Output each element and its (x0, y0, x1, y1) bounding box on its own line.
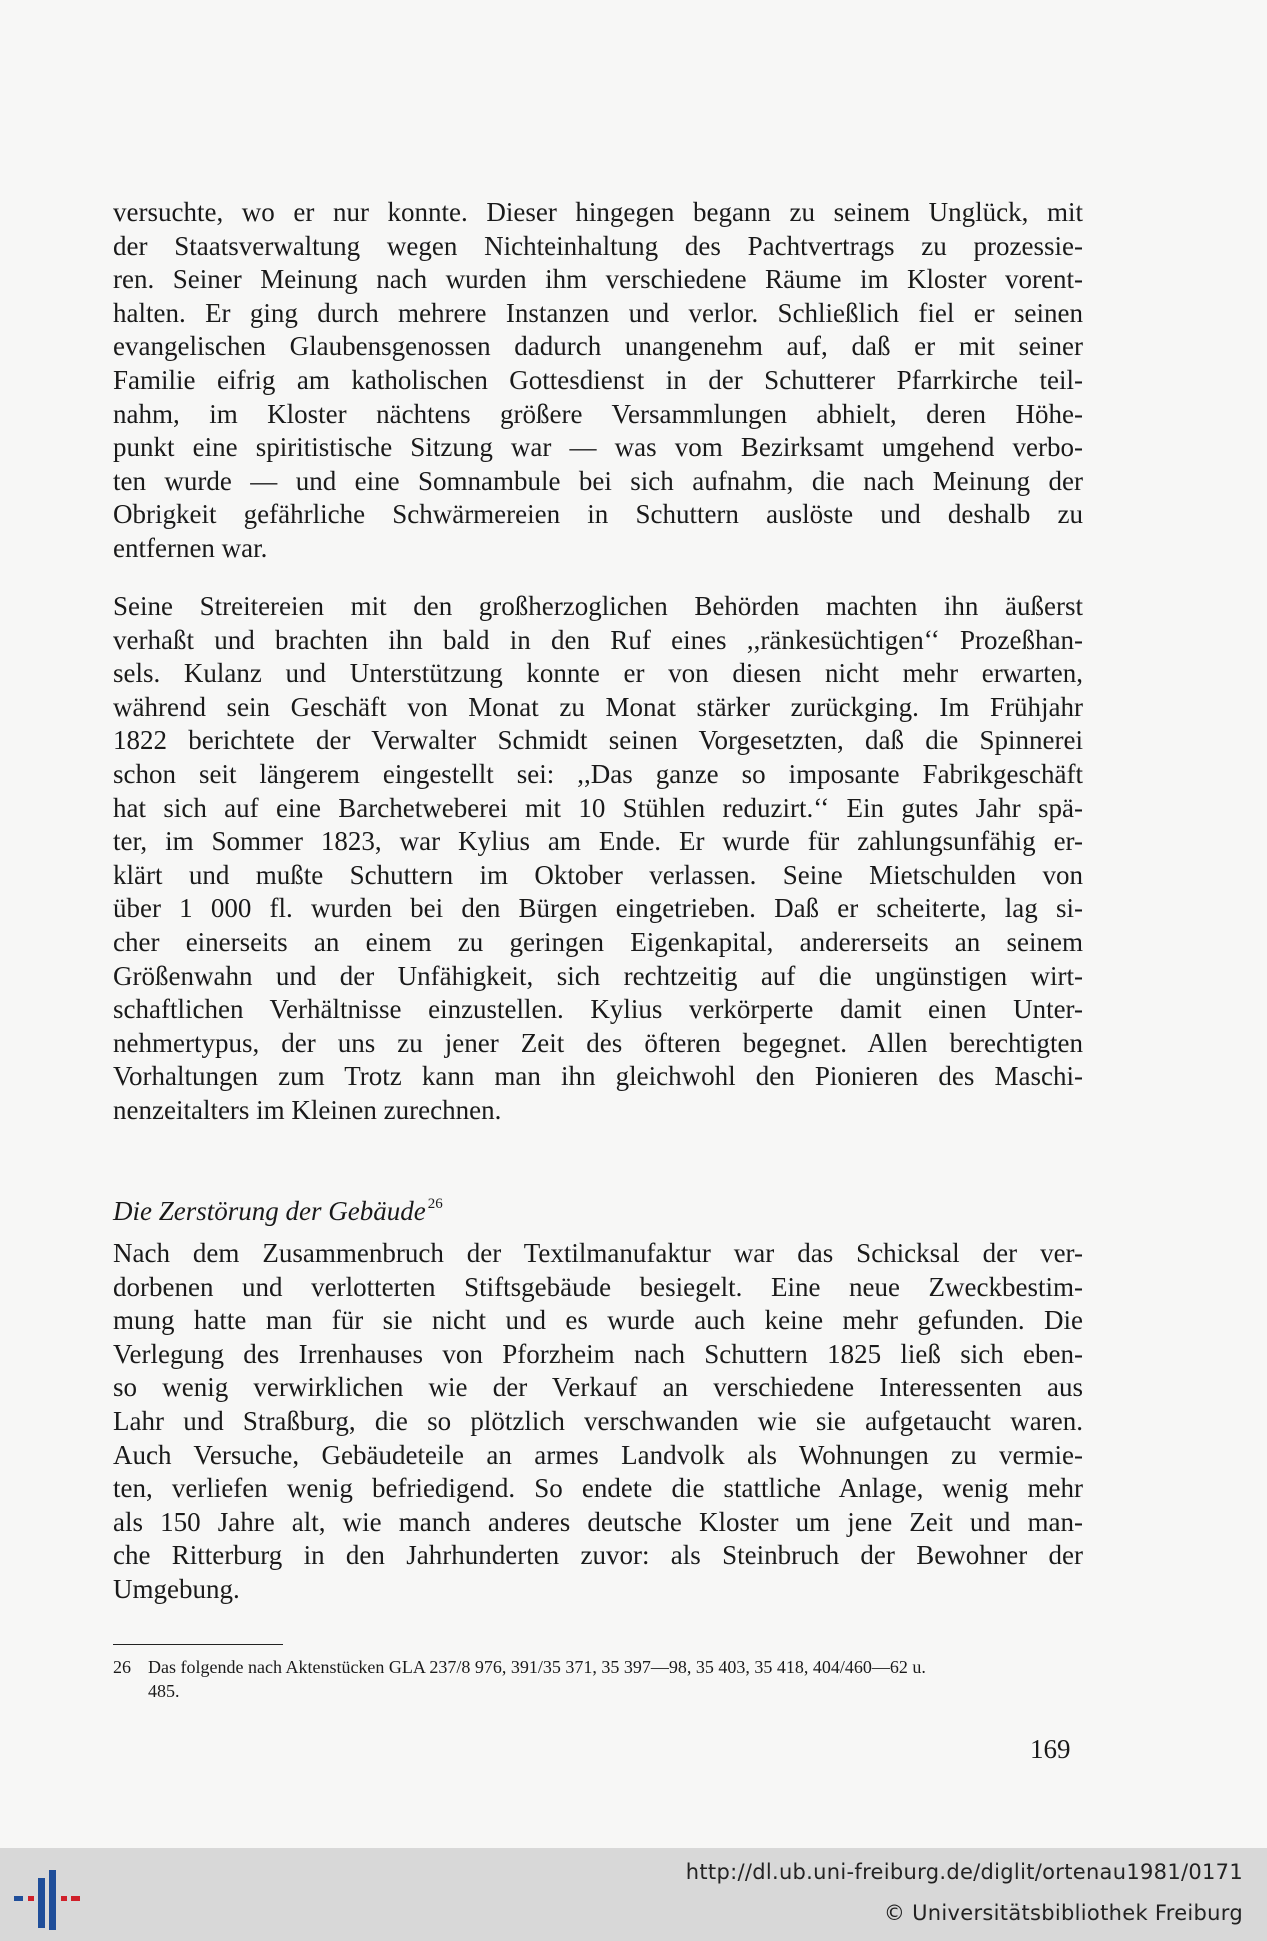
text-line: verhaßt und brachten ihn bald in den Ruf eines ,,ränkesüchtigen‘‘ Prozeßhan- (113, 624, 1083, 655)
ub-freiburg-logo-icon[interactable] (14, 1870, 84, 1930)
text-line: cher einerseits an einem zu geringen Eigenkapital, andererseits an seinem (113, 926, 1083, 957)
section-heading-text: Die Zerstörung der Gebäude (113, 1196, 426, 1226)
text-line: nenzeitalters im Kleinen zurechnen. (113, 1094, 502, 1125)
text-line: Nach dem Zusammenbruch der Textilmanufaktur war das Schicksal der ver- (113, 1238, 1083, 1268)
text-line: Auch Versuche, Gebäudeteile an armes Landvolk als Wohnungen zu vermie- (113, 1439, 1083, 1470)
footnote-text (148, 1655, 1083, 1703)
text-line: schaftlichen Verhältnisse einzustellen. Kylius verkörperte damit einen Unter- (113, 994, 1083, 1025)
text-line: sels. Kulanz und Unterstützung konnte er von diesen nicht mehr erwarten, (113, 658, 1083, 689)
text-line: hat sich auf eine Barchetweberei mit 10 Stühlen reduzirt.‘‘ Ein gutes Jahr spä- (113, 792, 1083, 823)
text-line: dorbenen und verlotterten Stiftsgebäude besiegelt. Eine neue Zweckbestim- (113, 1271, 1083, 1302)
text-line: Größenwahn und der Unfähigkeit, sich rechtzeitig auf die ungünstigen wirt- (113, 960, 1083, 991)
text-line: versuchte, wo er nur konnte. Dieser hingegen begann zu seinem Unglück, mit (113, 197, 1083, 227)
page-number: 169 (1030, 1734, 1071, 1764)
text-line: der Staatsverwaltung wegen Nichteinhaltung des Pachtvertrags zu prozessie- (113, 230, 1083, 261)
text-line: Obrigkeit gefährliche Schwärmereien in Schuttern auslöste und deshalb zu (113, 499, 1083, 530)
footnote-line: 485. (148, 1681, 180, 1701)
text-line: Seine Streitereien mit den großherzoglichen Behörden machten ihn äußerst (113, 591, 1083, 621)
text-line: che Ritterburg in den Jahrhunderten zuvor: als Steinbruch der Bewohner der (113, 1540, 1083, 1571)
body-paragraph-2 (113, 590, 1083, 1128)
footer-bar (0, 1848, 1267, 1941)
footnote-reference: 26 (427, 1196, 443, 1212)
text-line: evangelischen Glaubensgenossen dadurch unangenehm auf, daß er mit seiner (113, 331, 1083, 362)
text-line: als 150 Jahre alt, wie manch anderes deutsche Kloster um jene Zeit und man- (113, 1506, 1083, 1537)
text-line: punkt eine spiritistische Sitzung war — was vom Bezirksamt umgehend verbo- (113, 432, 1083, 463)
text-line: ter, im Sommer 1823, war Kylius am Ende. Er wurde für zahlungsunfähig er- (113, 826, 1083, 857)
text-line: nehmertypus, der uns zu jener Zeit des öfteren begegnet. Allen berechtigten (113, 1027, 1083, 1058)
source-url-link[interactable]: http://dl.ub.uni-freiburg.de/diglit/ortenau1981/0171 (685, 1860, 1243, 1884)
text-line: Vorhaltungen zum Trotz kann man ihn gleichwohl den Pionieren des Maschi- (113, 1061, 1083, 1092)
text-line: 1822 berichtete der Verwalter Schmidt seinen Vorgesetzten, daß die Spinnerei (113, 725, 1083, 756)
text-line: nahm, im Kloster nächtens größere Versammlungen abhielt, deren Höhe- (113, 398, 1083, 429)
text-line: Lahr und Straßburg, die so plötzlich verschwanden wie sie aufgetaucht waren. (113, 1405, 1083, 1436)
text-line: schon seit längerem eingestellt sei: ,,Das ganze so imposante Fabrikgeschäft (113, 758, 1083, 789)
text-line: ren. Seiner Meinung nach wurden ihm verschiedene Räume im Kloster vorent- (113, 264, 1083, 295)
text-line: halten. Er ging durch mehrere Instanzen und verlor. Schließlich fiel er seinen (113, 297, 1083, 328)
text-line: entfernen war. (113, 532, 268, 563)
text-line: Familie eifrig am katholischen Gottesdienst in der Schutterer Pfarrkirche teil- (113, 364, 1083, 395)
body-paragraph-1 (113, 196, 1083, 566)
text-line: klärt und mußte Schuttern im Oktober verlassen. Seine Mietschulden von (113, 859, 1083, 890)
text-line: ten wurde — und eine Somnambule bei sich aufnahm, die nach Meinung der (113, 465, 1083, 496)
text-line: Umgebung. (113, 1573, 240, 1604)
text-line: mung hatte man für sie nicht und es wurde auch keine mehr gefunden. Die (113, 1305, 1083, 1336)
text-line: so wenig verwirklichen wie der Verkauf an verschiedene Interessenten aus (113, 1372, 1083, 1403)
section-heading (113, 1187, 443, 1228)
footnote-line: Das folgende nach Aktenstücken GLA 237/8 976, 391/35 371, 35 397—98, 35 403, 35 418, 404/460—62 u. (148, 1657, 926, 1677)
text-line: ten, verliefen wenig befriedigend. So endete die stattliche Anlage, wenig mehr (113, 1473, 1083, 1504)
text-line: Verlegung des Irrenhauses von Pforzheim nach Schuttern 1825 ließ sich eben- (113, 1338, 1083, 1369)
copyright-notice: © Universitätsbibliothek Freiburg (883, 1901, 1243, 1925)
text-line: während sein Geschäft von Monat zu Monat stärker zurückging. Im Frühjahr (113, 691, 1083, 722)
body-paragraph-3 (113, 1237, 1083, 1607)
footnote-divider (113, 1644, 283, 1645)
footnote-number: 26 (113, 1657, 131, 1677)
text-line: über 1 000 fl. wurden bei den Bürgen eingetrieben. Daß er scheiterte, lag si- (113, 893, 1083, 924)
